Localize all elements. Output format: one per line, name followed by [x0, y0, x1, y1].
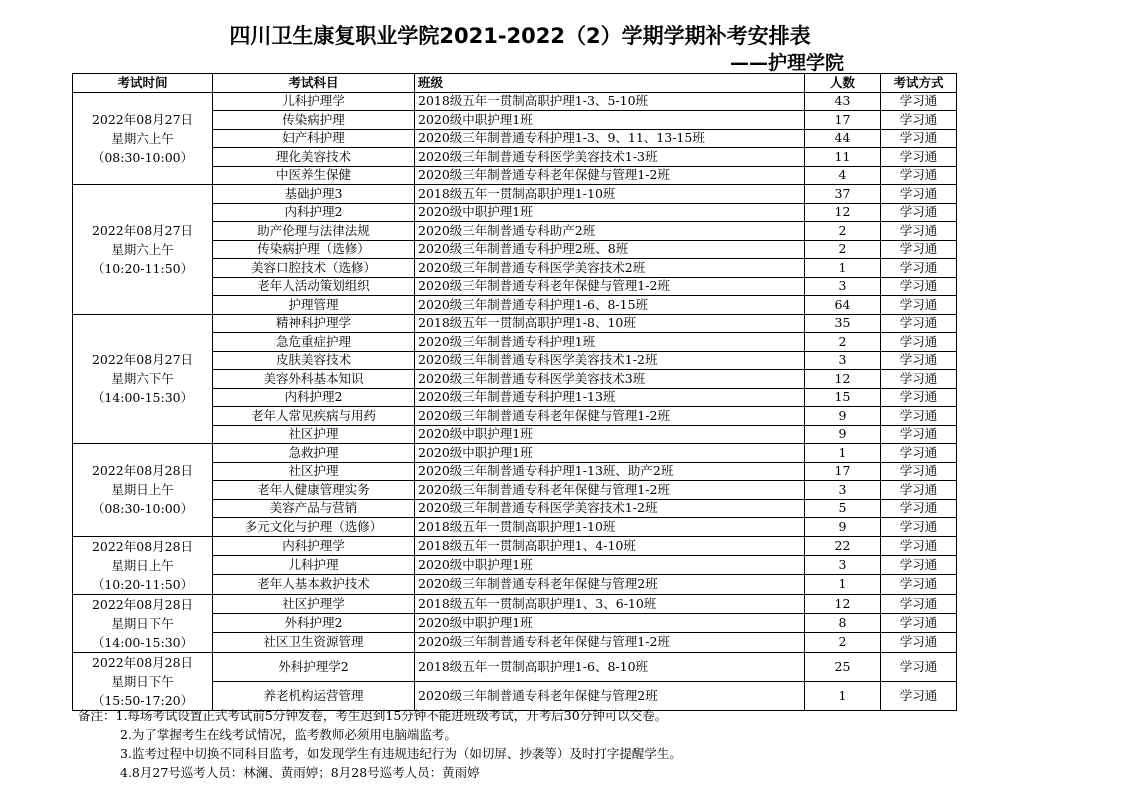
cell-mode: 学习通 [881, 166, 957, 185]
cell-mode: 学习通 [881, 222, 957, 241]
cell-count: 1 [805, 259, 881, 278]
cell-count: 12 [805, 203, 881, 222]
table-row [73, 594, 957, 613]
cell-mode: 学习通 [881, 536, 957, 555]
exam-time-day: 星期日上午 [111, 557, 174, 573]
cell-subject: 妇产科护理 [213, 129, 415, 148]
cell-class: 2020级三年制普通专科老年保健与管理2班 [415, 575, 805, 594]
cell-mode: 学习通 [881, 351, 957, 370]
cell-count: 9 [805, 518, 881, 537]
cell-subject: 社区卫生资源管理 [213, 633, 415, 652]
cell-subject: 基础护理3 [213, 185, 415, 204]
cell-class: 2018级五年一贯制高职护理1、3、6-10班 [415, 594, 805, 613]
table-header-row [73, 74, 957, 93]
cell-count: 37 [805, 185, 881, 204]
cell-class: 2020级三年制普通专科护理1-13班、助产2班 [415, 462, 805, 481]
cell-mode: 学习通 [881, 259, 957, 278]
exam-time-date: 2022年08月28日 [91, 463, 194, 479]
note-line: 备注：1.每场考试设置正式考试前5分钟发卷，考生迟到15分钟不能进班级考试，开考后30分钟可以交卷。 [78, 708, 668, 723]
note-line: 3.监考过程中切换不同科目监考，如发现学生有违规违纪行为（如切屏、抄袭等）及时打字提醒学生。 [120, 746, 682, 761]
column-header-subject: 考试科目 [213, 74, 415, 93]
cell-count: 44 [805, 129, 881, 148]
note-line: 4.8月27号巡考人员：林澜、黄雨婷；8月28号巡考人员：黄雨婷 [120, 765, 480, 780]
cell-class: 2020级中职护理1班 [415, 425, 805, 444]
exam-time-time: （15:50-17:20） [91, 692, 194, 708]
cell-count: 22 [805, 536, 881, 555]
column-header-class: 班级 [415, 74, 805, 93]
cell-count: 15 [805, 388, 881, 407]
exam-time-cell [73, 536, 213, 594]
cell-subject: 社区护理学 [213, 594, 415, 613]
cell-class: 2018级五年一贯制高职护理1-10班 [415, 518, 805, 537]
cell-mode: 学习通 [881, 407, 957, 426]
page-subtitle: ——护理学院 [730, 52, 845, 74]
cell-count: 35 [805, 314, 881, 333]
cell-count: 3 [805, 481, 881, 500]
table-row [73, 652, 957, 681]
exam-time-cell [73, 444, 213, 537]
cell-subject: 养老机构运营管理 [213, 681, 415, 710]
exam-time-day: 星期日下午 [111, 615, 174, 631]
cell-subject: 内科护理2 [213, 388, 415, 407]
cell-count: 2 [805, 333, 881, 352]
cell-mode: 学习通 [881, 444, 957, 463]
page-title: 四川卫生康复职业学院2021-2022（2）学期学期补考安排表 [229, 24, 811, 48]
cell-subject: 老年人活动策划组织 [213, 277, 415, 296]
cell-count: 3 [805, 277, 881, 296]
cell-mode: 学习通 [881, 613, 957, 632]
table-row [73, 444, 957, 463]
cell-class: 2020级三年制普通专科老年保健与管理2班 [415, 681, 805, 710]
cell-count: 4 [805, 166, 881, 185]
column-header-time: 考试时间 [73, 74, 213, 93]
notes [78, 706, 682, 782]
cell-subject: 儿科护理 [213, 555, 415, 574]
cell-mode: 学习通 [881, 111, 957, 130]
cell-count: 64 [805, 296, 881, 315]
cell-subject: 内科护理2 [213, 203, 415, 222]
table-row [73, 185, 957, 204]
cell-mode: 学习通 [881, 92, 957, 111]
cell-count: 11 [805, 148, 881, 167]
cell-mode: 学习通 [881, 633, 957, 652]
column-header-count: 人数 [805, 74, 881, 93]
exam-time-time: （14:00-15:30） [91, 390, 194, 406]
cell-subject: 社区护理 [213, 425, 415, 444]
cell-subject: 精神科护理学 [213, 314, 415, 333]
cell-count: 17 [805, 462, 881, 481]
cell-subject: 社区护理 [213, 462, 415, 481]
note-line: 2.为了掌握考生在线考试情况，监考教师必须用电脑端监考。 [120, 727, 457, 742]
cell-class: 2020级三年制普通专科护理1班 [415, 333, 805, 352]
cell-count: 12 [805, 594, 881, 613]
exam-time-time: （08:30-10:00） [91, 501, 194, 517]
cell-count: 17 [805, 111, 881, 130]
exam-time-date: 2022年08月28日 [91, 654, 194, 670]
cell-mode: 学习通 [881, 203, 957, 222]
exam-time-date: 2022年08月27日 [91, 111, 194, 127]
cell-class: 2018级五年一贯制高职护理1-8、10班 [415, 314, 805, 333]
cell-class: 2020级三年制普通专科护理2班、8班 [415, 240, 805, 259]
cell-subject: 外科护理学2 [213, 652, 415, 681]
exam-time-day: 星期六下午 [111, 371, 174, 387]
cell-count: 1 [805, 575, 881, 594]
cell-class: 2020级三年制普通专科医学美容技术3班 [415, 370, 805, 389]
cell-count: 9 [805, 407, 881, 426]
cell-mode: 学习通 [881, 681, 957, 710]
cell-count: 1 [805, 681, 881, 710]
exam-time-cell [73, 594, 213, 652]
exam-time-date: 2022年08月27日 [91, 352, 194, 368]
cell-class: 2018级五年一贯制高职护理1-6、8-10班 [415, 652, 805, 681]
cell-mode: 学习通 [881, 240, 957, 259]
cell-class: 2020级三年制普通专科医学美容技术1-2班 [415, 351, 805, 370]
column-header-mode: 考试方式 [881, 74, 957, 93]
exam-time-day: 星期六上午 [111, 130, 174, 146]
cell-mode: 学习通 [881, 594, 957, 613]
cell-class: 2020级三年制普通专科护理1-3、9、11、13-15班 [415, 129, 805, 148]
cell-mode: 学习通 [881, 185, 957, 204]
exam-time-date: 2022年08月28日 [91, 538, 194, 554]
cell-mode: 学习通 [881, 314, 957, 333]
cell-mode: 学习通 [881, 148, 957, 167]
cell-class: 2018级五年一贯制高职护理1、4-10班 [415, 536, 805, 555]
exam-time-day: 星期日上午 [111, 482, 174, 498]
cell-count: 43 [805, 92, 881, 111]
cell-subject: 外科护理2 [213, 613, 415, 632]
cell-subject: 多元文化与护理（选修） [213, 518, 415, 537]
cell-class: 2018级五年一贯制高职护理1-10班 [415, 185, 805, 204]
cell-subject: 皮肤美容技术 [213, 351, 415, 370]
exam-time-date: 2022年08月27日 [91, 222, 194, 238]
cell-class: 2018级五年一贯制高职护理1-3、5-10班 [415, 92, 805, 111]
cell-subject: 急救护理 [213, 444, 415, 463]
cell-class: 2020级三年制普通专科医学美容技术1-3班 [415, 148, 805, 167]
cell-class: 2020级中职护理1班 [415, 111, 805, 130]
cell-class: 2020级三年制普通专科老年保健与管理1-2班 [415, 633, 805, 652]
cell-mode: 学习通 [881, 388, 957, 407]
cell-subject: 急危重症护理 [213, 333, 415, 352]
cell-subject: 传染病护理（选修） [213, 240, 415, 259]
cell-class: 2020级三年制普通专科老年保健与管理1-2班 [415, 481, 805, 500]
cell-mode: 学习通 [881, 129, 957, 148]
exam-time-time: （10:20-11:50） [91, 260, 194, 276]
cell-subject: 护理管理 [213, 296, 415, 315]
table-row [73, 314, 957, 333]
cell-class: 2020级中职护理1班 [415, 203, 805, 222]
cell-mode: 学习通 [881, 462, 957, 481]
cell-count: 9 [805, 425, 881, 444]
cell-mode: 学习通 [881, 425, 957, 444]
cell-mode: 学习通 [881, 277, 957, 296]
cell-class: 2020级中职护理1班 [415, 444, 805, 463]
exam-time-time: （14:00-15:30） [91, 634, 194, 650]
cell-count: 25 [805, 652, 881, 681]
cell-subject: 老年人健康管理实务 [213, 481, 415, 500]
cell-mode: 学习通 [881, 499, 957, 518]
cell-class: 2020级三年制普通专科护理1-6、8-15班 [415, 296, 805, 315]
exam-time-cell [73, 92, 213, 185]
exam-time-day: 星期六上午 [111, 241, 174, 257]
cell-subject: 助产伦理与法律法规 [213, 222, 415, 241]
cell-mode: 学习通 [881, 575, 957, 594]
cell-class: 2020级中职护理1班 [415, 613, 805, 632]
cell-subject: 理化美容技术 [213, 148, 415, 167]
cell-count: 8 [805, 613, 881, 632]
cell-subject: 美容口腔技术（选修） [213, 259, 415, 278]
table-row [73, 536, 957, 555]
cell-subject: 传染病护理 [213, 111, 415, 130]
cell-subject: 儿科护理学 [213, 92, 415, 111]
cell-mode: 学习通 [881, 370, 957, 389]
cell-mode: 学习通 [881, 296, 957, 315]
cell-mode: 学习通 [881, 555, 957, 574]
cell-subject: 中医养生保健 [213, 166, 415, 185]
cell-subject: 美容产品与营销 [213, 499, 415, 518]
exam-time-cell [73, 185, 213, 315]
cell-count: 2 [805, 222, 881, 241]
cell-mode: 学习通 [881, 333, 957, 352]
cell-subject: 美容外科基本知识 [213, 370, 415, 389]
exam-time-date: 2022年08月28日 [91, 596, 194, 612]
cell-subject: 内科护理学 [213, 536, 415, 555]
cell-mode: 学习通 [881, 518, 957, 537]
cell-mode: 学习通 [881, 652, 957, 681]
cell-class: 2020级三年制普通专科医学美容技术2班 [415, 259, 805, 278]
cell-class: 2020级中职护理1班 [415, 555, 805, 574]
exam-time-cell [73, 314, 213, 444]
cell-count: 3 [805, 555, 881, 574]
cell-class: 2020级三年制普通专科医学美容技术1-2班 [415, 499, 805, 518]
cell-subject: 老年人常见疾病与用药 [213, 407, 415, 426]
exam-time-day: 星期日下午 [111, 673, 174, 689]
cell-mode: 学习通 [881, 481, 957, 500]
cell-class: 2020级三年制普通专科助产2班 [415, 222, 805, 241]
cell-count: 2 [805, 240, 881, 259]
table-body [73, 92, 957, 710]
cell-count: 3 [805, 351, 881, 370]
table-row [73, 92, 957, 111]
cell-subject: 老年人基本救护技术 [213, 575, 415, 594]
exam-schedule-table [72, 73, 957, 711]
cell-class: 2020级三年制普通专科护理1-13班 [415, 388, 805, 407]
exam-time-cell [73, 652, 213, 710]
cell-count: 5 [805, 499, 881, 518]
exam-time-time: （10:20-11:50） [91, 576, 194, 592]
exam-time-time: （08:30-10:00） [91, 149, 194, 165]
cell-class: 2020级三年制普通专科老年保健与管理1-2班 [415, 407, 805, 426]
cell-count: 12 [805, 370, 881, 389]
cell-count: 1 [805, 444, 881, 463]
cell-count: 2 [805, 633, 881, 652]
cell-class: 2020级三年制普通专科老年保健与管理1-2班 [415, 277, 805, 296]
cell-class: 2020级三年制普通专科老年保健与管理1-2班 [415, 166, 805, 185]
